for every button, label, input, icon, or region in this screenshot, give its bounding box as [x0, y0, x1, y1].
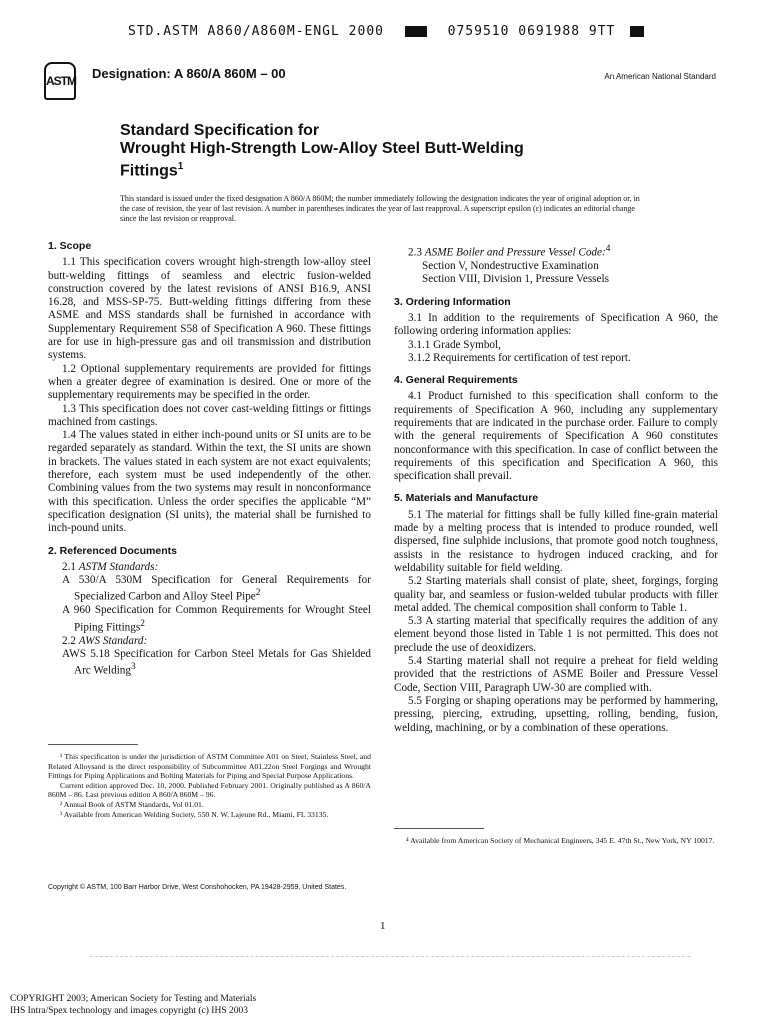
reference-text: AWS 5.18 Specification for Carbon Steel Metals for Gas Shielded Arc Welding	[62, 648, 371, 678]
footnote: ⁴ Available from American Society of Mechanical Engineers, 345 E. 47th St., New York, NY 10017.	[406, 836, 715, 845]
doc-code: STD.ASTM A860/A860M-ENGL 2000	[128, 24, 384, 39]
doc-serial: 0759510 0691988 9TT	[447, 24, 616, 39]
reference-text: A 960 Specification for Common Requirements for Wrought Steel Piping Fittings	[62, 604, 371, 634]
paragraph: 1.1 This specification covers wrought high-strength low-alloy steel butt-welding fittings of seamless and electric fusion-welded construction covered by the latest revisions of ANSI B16.9, ANSI 16.28, and MSS-SP-75. Butt-welding fittings differing from these ASME and MSS standards shall be furnished in accordance with Supplementary Requirement S58 of Specification A 960. These fittings are for use in high-pressure gas and oil transmission and distribution systems.	[48, 256, 371, 362]
footnote-ref: 3	[131, 662, 136, 673]
paragraph: 5.3 A starting material that specifically requires the addition of any element beyond those listed in Table 1 is not permitted. This does not preclude the use of deoxidizers.	[394, 615, 718, 654]
paragraph: 1.3 This specification does not cover cast-welding fittings or fittings machined from castings.	[48, 402, 371, 428]
redaction-bar	[630, 26, 644, 37]
paragraph	[394, 243, 718, 260]
paragraph: 3.1.2 Requirements for certification of test report.	[408, 351, 631, 364]
paragraph-number: 2.1	[62, 560, 79, 573]
footnote-ref: 4	[605, 244, 611, 254]
footnote-ref: 2	[140, 618, 145, 629]
paragraph: 5.2 Starting materials shall consist of plate, sheet, forgings, forging quality bar, and seamless or fusion-welded tubular products with filler metal added. The chemical composition shall conform to Table 1.	[394, 575, 718, 614]
paragraph	[48, 635, 371, 648]
paragraph: 3.1.1 Grade Symbol,	[408, 338, 501, 351]
redaction-bar	[405, 26, 427, 37]
paragraph-number: 2.2	[62, 634, 79, 647]
section-heading: 2. Referenced Documents	[48, 544, 177, 557]
bottom-notice-line: IHS Intra/Spex technology and images copyright (c) IHS 2003	[10, 1006, 248, 1016]
designation: Designation: A 860/A 860M – 00	[92, 66, 286, 81]
title-line-2: Wrought High-Strength Low-Alloy Steel Butt-Welding	[120, 140, 524, 157]
subheading: ASTM Standards:	[78, 560, 159, 573]
paragraph: 4.1 Product furnished to this specification shall conform to the requirements of Specification A 960, including any supplementary requirements that are indicated in the purchase order. Failure to comply with the general requirements of Specification A 960 constitutes nonconformance with this specification. In case of conflict between the requirements of this specification and Specification A 960, this specification shall prevail.	[394, 390, 718, 483]
section-heading: 5. Materials and Manufacture	[394, 492, 539, 505]
footnotes-right	[394, 836, 718, 846]
paragraph: 5.5 Forging or shaping operations may be performed by hammering, pressing, piercing, extruding, upsetting, rolling, bending, fusion, welding, machining, or by a combination of these operations.	[394, 694, 718, 734]
paragraph	[48, 561, 371, 574]
paragraph: 1.2 Optional supplementary requirements are provided for fittings when a greater degree of examination is desired. One or more of the supplementary requirements may be specified in the order.	[48, 362, 371, 402]
paragraph-number: 2.3	[408, 246, 425, 259]
left-column	[48, 240, 371, 678]
copyright-line: Copyright © ASTM, 100 Barr Harbor Drive, West Conshohocken, PA 19428-2959, United States.	[48, 884, 347, 891]
list-item: Section V, Nondestructive Examination	[422, 260, 599, 273]
document-control-header	[128, 24, 644, 39]
scan-artifact-divider	[90, 956, 690, 958]
astm-logo: ASTM	[44, 62, 76, 100]
footnote: ¹ This specification is under the jurisdiction of ASTM Committee A01 on Steel, Stainless Steel, and Related Alloysand is the direct responsibility of Subcommittee A01.22on Steel Forgings and Wrought Fittings for Piping Applications and Bolting Materials for Piping and Special Purpose Applications.	[48, 752, 371, 781]
standard-notice: This standard is issued under the fixed designation A 860/A 860M; the number immediately following the designation indicates the year of original adoption or, in the case of revision, the year of last revision. A number in parentheses indicates the year of last reapproval. A superscript epsilon (ε) indicates an editorial change since the last revision or reapproval.	[120, 194, 640, 223]
footnotes-left	[48, 752, 371, 819]
paragraph: 3.1 In addition to the requirements of Specification A 960, the following ordering information applies:	[394, 311, 718, 338]
paragraph: 1.4 The values stated in either inch-pound units or SI units are to be regarded separately as standard. Within the text, the SI units are shown in brackets. The values stated in each system are not exact equivalents; therefore, each system must be used independently of the other. Combining values from the two systems may result in nonconformance with this specification. Unless the order specifies the applicable “M” specification designation (SI units), the material shall be furnished to inch-pound units.	[48, 429, 371, 535]
reference-item	[48, 574, 371, 604]
list-item: Section VIII, Division 1, Pressure Vessels	[422, 273, 609, 286]
footnote: Current edition approved Dec. 10, 2000. Published February 2001. Originally published as A 860/A 860M – 86. Last previous edition A 860/A 860M – 96.	[48, 780, 371, 800]
bottom-copyright-notice	[10, 993, 256, 1017]
bottom-notice-line: COPYRIGHT 2003; American Society for Testing and Materials	[10, 994, 257, 1004]
document-title	[120, 122, 524, 180]
footnote: ² Annual Book of ASTM Standards, Vol 01.01.	[60, 799, 204, 809]
reference-item	[48, 648, 371, 678]
paragraph: 5.4 Starting material shall not require a preheat for field welding provided that the restrictions of ASME Boiler and Pressure Vessel Code, Section VIII, Paragraph UW-30 are complied with.	[394, 655, 718, 694]
section-heading: 1. Scope	[48, 240, 92, 252]
footnote-divider	[394, 828, 484, 829]
paragraph: 5.1 The material for fittings shall be fully killed fine-grain material made by a melting process that is intended to produce rounded, well dispersed, fine sulphide inclusions, that promote good notch toughness, assists in the resistance to hydrogen induced cracking, and for weldability suitable for field welding.	[394, 508, 718, 574]
section-heading: 3. Ordering Information	[394, 295, 511, 308]
national-standard-label: An American National Standard	[604, 72, 716, 81]
page-number: 1	[380, 920, 386, 932]
footnote: ³ Available from American Welding Society, 550 N. W. Lajeune Rd., Miami, FL 33135.	[60, 809, 329, 819]
title-line-1: Standard Specification for	[120, 122, 320, 139]
right-column	[394, 243, 718, 735]
footnote-ref: 2	[255, 588, 261, 599]
title-line-3: Fittings	[120, 162, 178, 180]
section-heading: 4. General Requirements	[394, 374, 518, 387]
reference-item	[48, 604, 371, 634]
subheading: ASME Boiler and Pressure Vessel Code:	[424, 246, 606, 259]
footnote-divider	[48, 744, 138, 745]
title-footnote-ref: 1	[177, 161, 184, 172]
reference-text: A 530/A 530M Specification for General Requirements for Specialized Carbon and Alloy Steel Pipe	[62, 574, 371, 604]
subheading: AWS Standard:	[78, 634, 148, 647]
